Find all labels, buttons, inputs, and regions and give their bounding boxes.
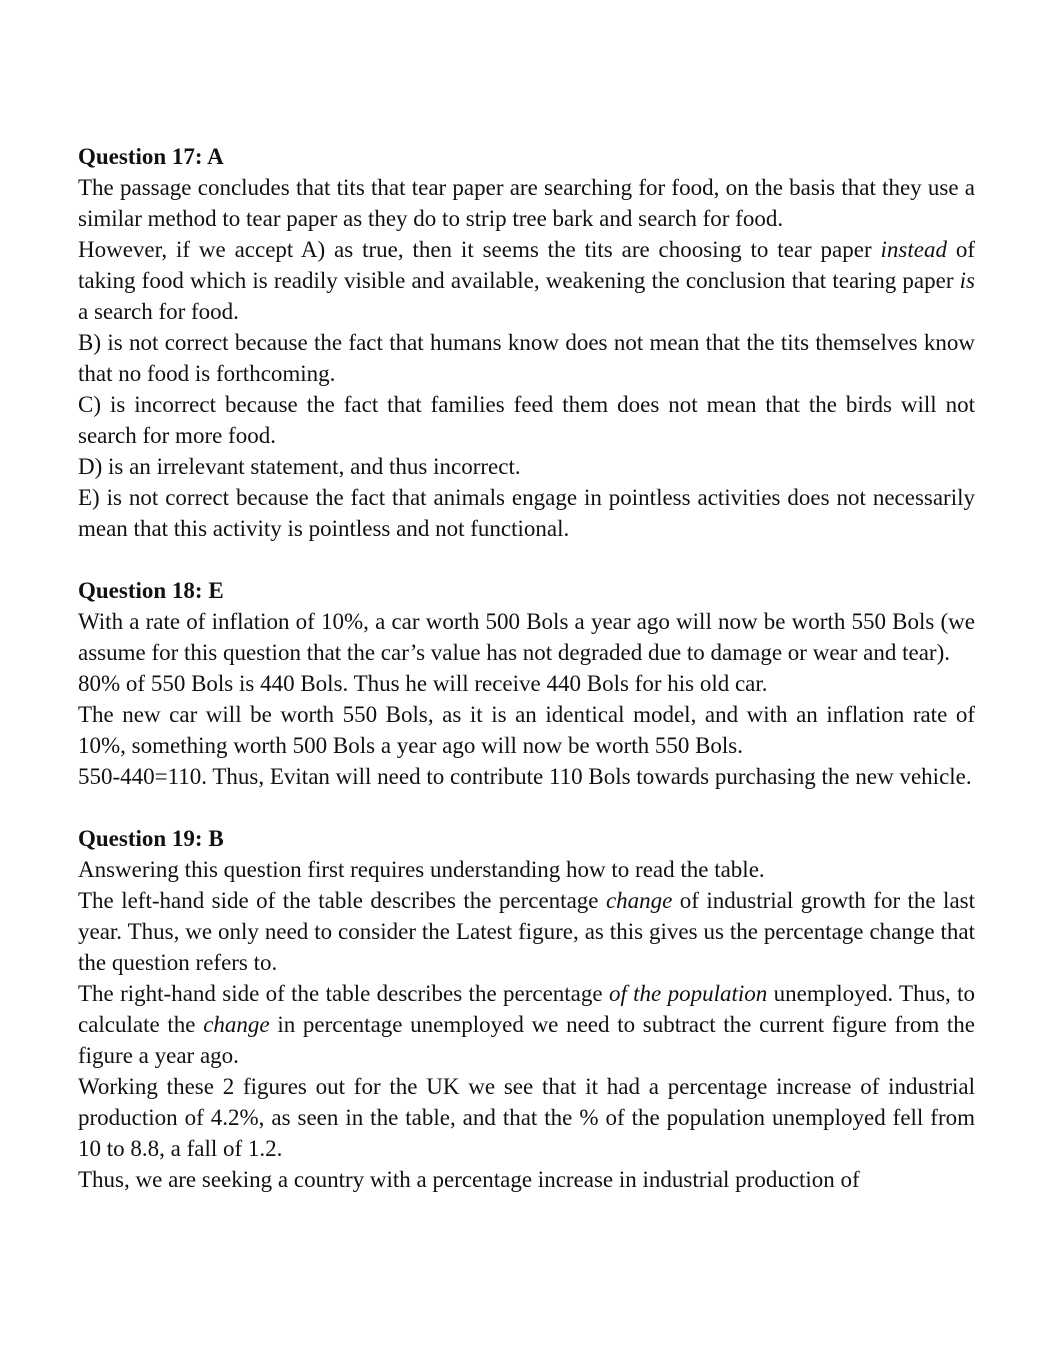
q19-p2-emphasis-change: change [605, 888, 673, 913]
q19-p3-emphasis-change: change [203, 1012, 270, 1037]
section-spacer [78, 544, 975, 575]
section-spacer [78, 792, 975, 823]
question-17-heading: Question 17: A [78, 144, 224, 169]
question-18-section [78, 575, 975, 792]
question-18-paragraph-1: With a rate of inflation of 10%, a car worth 500 Bols a year ago will now be worth 550 Bols (we assume for this question that the car’s value has not degraded due to damage or wear and tear). [78, 609, 975, 665]
q17-p2-emphasis-is: is [959, 268, 975, 293]
question-17-paragraph-4: C) is incorrect because the fact that families feed them does not mean that the birds will not search for more food. [78, 392, 975, 448]
q19-p3-emphasis-population: of the population [608, 981, 768, 1006]
question-19-paragraph-2 [78, 885, 975, 978]
q19-p3-text-b: unemployed. Thus, to calculate the [78, 981, 975, 1037]
q19-p3-text-a: The right-hand side of the table describes the percentage [78, 981, 609, 1006]
question-19-paragraph-1: Answering this question first requires understanding how to read the table. [78, 857, 765, 882]
question-17-paragraph-5: D) is an irrelevant statement, and thus incorrect. [78, 454, 521, 479]
q17-p2-text-b: of taking food which is readily visible and available, weakening the conclusion that tearing paper [78, 237, 975, 293]
question-17-paragraph-6: E) is not correct because the fact that animals engage in pointless activities does not necessarily mean that this activity is pointless and not functional. [78, 485, 975, 541]
question-18-paragraph-2: 80% of 550 Bols is 440 Bols. Thus he will receive 440 Bols for his old car. [78, 671, 768, 696]
q17-p2-text-c: a search for food. [78, 299, 239, 324]
q17-p2-emphasis-instead: instead [880, 237, 947, 262]
question-17-paragraph-3: B) is not correct because the fact that humans know does not mean that the tits themselves know that no food is forthcoming. [78, 330, 975, 386]
question-17-section [78, 141, 975, 544]
question-19-paragraph-5: Thus, we are seeking a country with a percentage increase in industrial production of [78, 1167, 860, 1192]
question-19-paragraph-4: Working these 2 figures out for the UK we see that it had a percentage increase of industrial production of 4.2%, as seen in the table, and that the % of the population unemployed fell from 10 to 8.8, a fall of 1.2. [78, 1074, 975, 1161]
question-17-paragraph-2 [78, 234, 975, 327]
q19-p2-text-b: of industrial growth for the last year. Thus, we only need to consider the Latest figure, as this gives us the percentage change that the question refers to. [78, 888, 976, 975]
question-19-paragraph-3 [78, 978, 975, 1071]
question-18-paragraph-3: The new car will be worth 550 Bols, as it is an identical model, and with an inflation rate of 10%, something worth 500 Bols a year ago will now be worth 550 Bols. [78, 702, 975, 758]
q17-p2-text-a: However, if we accept A) as true, then it seems the tits are choosing to tear paper [78, 237, 881, 262]
q19-p3-text-c: in percentage unemployed we need to subtract the current figure from the figure a year ago. [78, 1012, 976, 1068]
question-17-paragraph-1: The passage concludes that tits that tear paper are searching for food, on the basis that they use a similar method to tear paper as they do to strip tree bark and search for food. [78, 175, 975, 231]
question-19-heading: Question 19: B [78, 826, 224, 851]
question-18-paragraph-4: 550-440=110. Thus, Evitan will need to contribute 110 Bols towards purchasing the new vehicle. [78, 764, 972, 789]
question-18-heading: Question 18: E [78, 578, 224, 603]
question-19-section [78, 823, 975, 1195]
document-page [78, 141, 975, 1195]
q19-p2-text-a: The left-hand side of the table describes the percentage [78, 888, 606, 913]
